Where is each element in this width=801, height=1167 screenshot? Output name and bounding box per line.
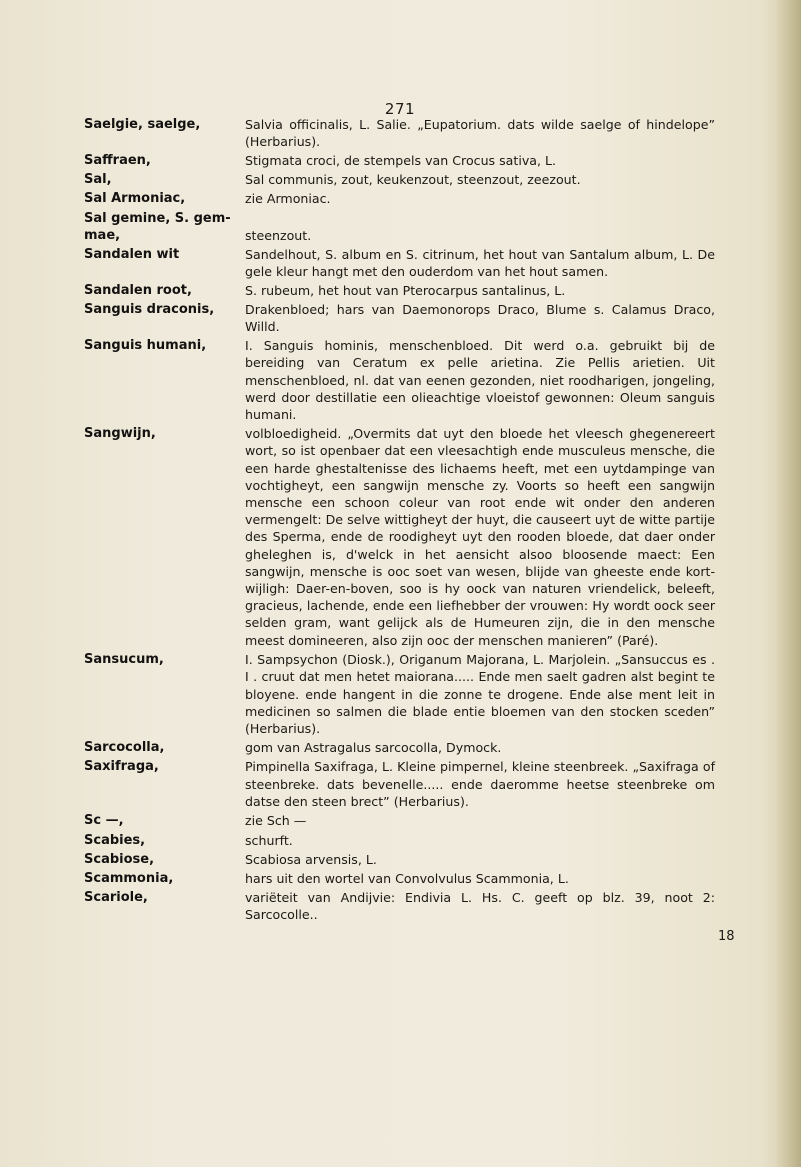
entry-body: steenzout. <box>245 227 312 243</box>
entry-head: Scariole, <box>84 890 148 906</box>
entry-head: Saelgie, saelge, <box>84 117 201 132</box>
entry-body: zie Sch — <box>245 813 307 829</box>
entry-body: gom van Astragalus sarcocolla, Dymock. <box>245 740 502 756</box>
entry-head: Sarcocolla, <box>84 740 165 756</box>
entry-head: Sal gemine, S. gem- <box>84 210 231 226</box>
entry-head: Sandalen wit <box>84 247 180 262</box>
entry-body: I. Sanguis hominis, menschenbloed. Dit werd o.a. gebruikt bij de bereiding van Ceratum ex pelle arietina. Zie Pellis arietien. Uit menschenbloed, nl. dat van eenen gezonden, niet roodharigen, jongeling, werd door destillatie een olieachtige vloeistof gewonnen: Oleum sanguis humani. <box>245 338 715 422</box>
entry-head: Sanguis draconis, <box>84 302 215 318</box>
entry-head-continued: mae, <box>84 227 121 243</box>
entry-body: Salvia officinalis, L. Salie. „Eupatorium. dats wilde saelge of hindelope” (Herbarius). <box>245 117 715 150</box>
entry-head: Sangwijn, <box>84 426 156 442</box>
entry-head: Scabies, <box>84 832 146 848</box>
entry-body: Scabiosa arvensis, L. <box>245 851 377 867</box>
page-edge <box>777 0 801 1167</box>
entry-body: hars uit den wortel van Convolvulus Scammonia, L. <box>245 871 569 886</box>
entry-body: volbloedigheid. „Overmits dat uyt den bloede het vleesch ghegenereert wort, so ist openbaer dat een vleesachtigh ende musculeus mensche, die een harde ghestaltenisse des lichaems heeft, met een uytdampinge van vochtigheyt, een sangwijn mensche zy. Voorts so heeft een sangwijn mensche een schoon coleur van root ende wit onder den anderen vermengelt: De selve wittigheyt der huyt, die causeert uyt de witte partije des Sperma, ende de roodigheyt uyt den rooden bloede, dat daer onder gheleghen is, d'welck in het aensicht alsoo bloosende maect: Een sangwijn, mensche is ooc soet van wesen, blijde van gheeste ende kort-wijligh: Daer-en-boven, soo is hy oock van naturen vriendelick, beleeft, gracieus, lachende, ende een liefhebber der vrouwen: Hy wordt oock seer selden gram, want gelijck als de Humeuren zijn, die in den mensche meest domineeren, also zijn ooc der menschen manieren” (Paré). <box>245 426 715 648</box>
entry-head: Sandalen root, <box>84 283 192 298</box>
entry-body: zie Armoniac. <box>245 191 331 207</box>
entry-head: Sanguis humani, <box>84 338 207 354</box>
entry-head: Sansucum, <box>84 652 164 668</box>
entry-head: Sal Armoniac, <box>84 191 186 207</box>
entry-body: Stigmata croci, de stempels van Crocus sativa, L. <box>245 153 557 168</box>
entry-body: Drakenbloed; hars van Daemonorops Draco, Blume s. Calamus Draco, Willd. <box>245 302 715 335</box>
entry-head: Saxifraga, <box>84 759 159 775</box>
entry-body: Sal communis, zout, keukenzout, steenzout, zeezout. <box>245 172 581 188</box>
entry-head: Scammonia, <box>84 871 174 886</box>
entry-body: I. Sampsychon (Diosk.), Origanum Majorana, L. Marjolein. „Sansuccus es . I . cruut dat men hetet maiorana..... Ende men saelt gadren alst begint te bloyene. ende hangent in die zonne te drogene. Ende alse ment leit in medicinen so salmen die blade entie bloemen van den stocken sceden” (Herbarius). <box>245 652 715 736</box>
entry-head: Saffraen, <box>84 153 151 168</box>
entry-body: schurft. <box>245 832 293 848</box>
entry-head: Scabiose, <box>84 851 155 867</box>
signature-mark: 18 <box>718 929 735 945</box>
entry-head: Sal, <box>84 172 112 188</box>
entry-body: variëteit van Andijvie: Endivia L. Hs. C. geeft op blz. 39, noot 2: Sarcocolle.. <box>245 890 715 923</box>
page-number: 271 <box>384 100 416 118</box>
entry-body: S. rubeum, het hout van Pterocarpus santalinus, L. <box>245 283 566 298</box>
entry-head: Sc —, <box>84 813 124 829</box>
entry-body: Pimpinella Saxifraga, L. Kleine pimpernel, kleine steenbreek. „Saxifraga of steenbreke. dats bevenelle..... ende daeromme heetse steenbreke om datse den steen brect” (Herbarius). <box>245 759 715 809</box>
entry-body: Sandelhout, S. album en S. citrinum, het hout van Santalum album, L. De gele kleur hangt met den ouderdom van het hout samen. <box>245 247 715 280</box>
